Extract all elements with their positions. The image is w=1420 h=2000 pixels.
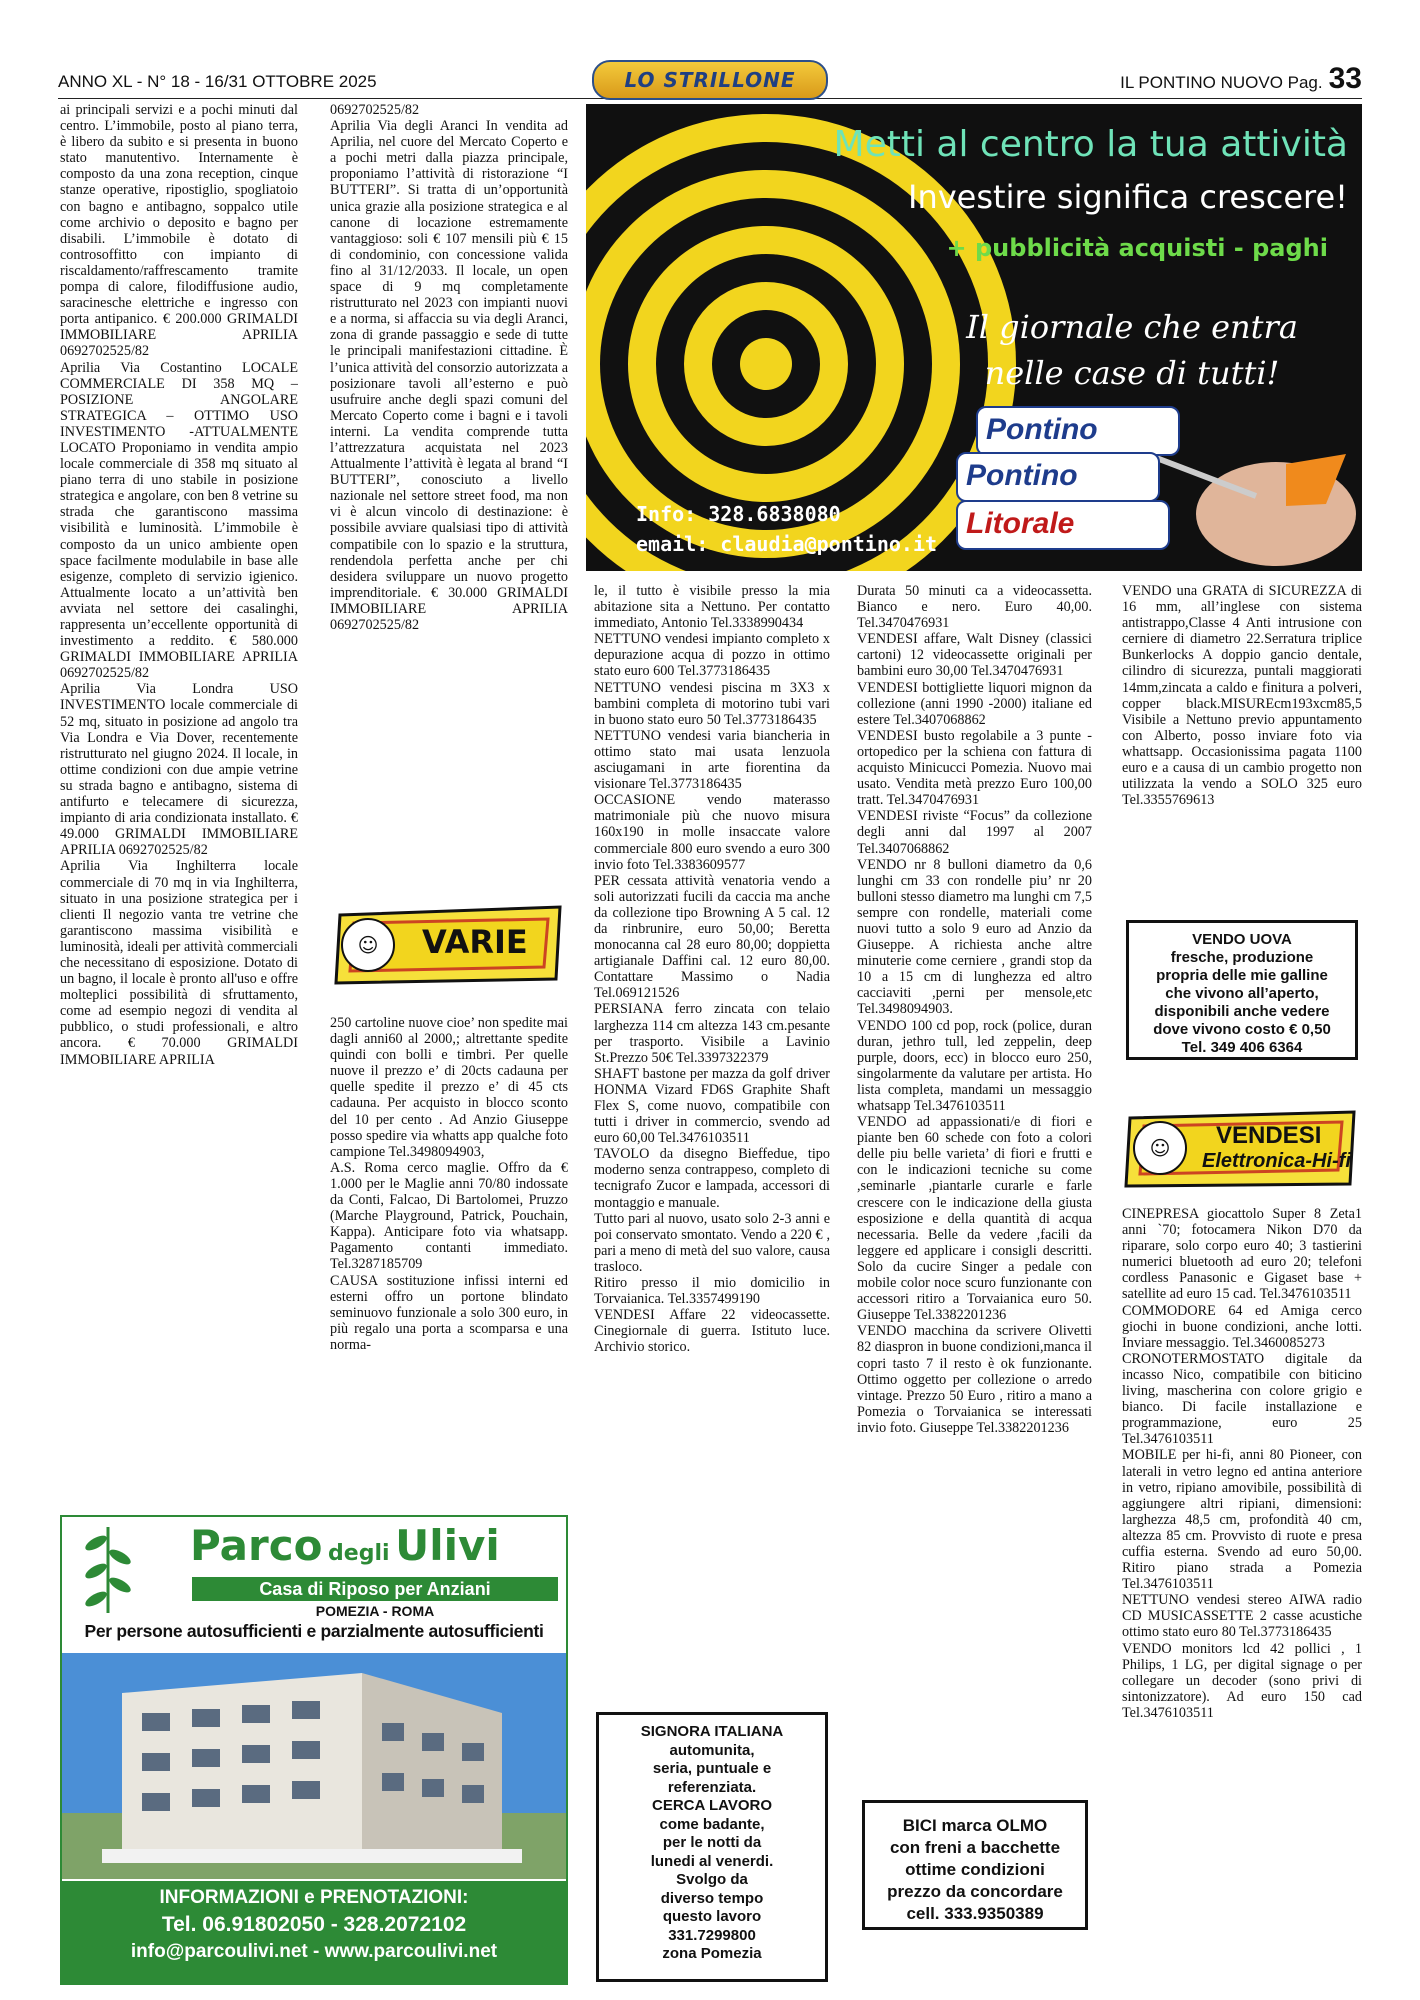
listing: CRONOTERMOSTATO digitale da incasso Nico, compatibile con biticino living, mascherina con colore grigio e bianco. Di facile installazione e programmazione, euro 25 Tel.3476103511 [1122, 1350, 1362, 1448]
signora-ad-box [596, 1712, 828, 1982]
listing: MOBILE per hi-fi, anni 80 Pioneer, con laterali in vetro legno ed antina anteriore in vetro, ripiano amovibile, possibilità di aggiungere altri ripiani, dimensioni: larghezza 48,5 cm, profondità 40 cm, altezza 85 cm. Provvisto di ruote e presa cuffia esterna. Svendo ad euro 50,00. Ritiro piano strada a Pomezia Tel.3476103511 [1122, 1447, 1362, 1593]
box-line: che vivono all’aperto, [1165, 985, 1319, 1002]
ad-contact [636, 499, 937, 559]
page-number: 33 [1328, 62, 1362, 95]
box-line: per le notti da [662, 1834, 762, 1851]
magazine-cover: Pontino [956, 452, 1160, 502]
listing: le, il tutto è visibile presso la mia abitazione sita a Nettuno. Per contatto immediato, Antonio Tel.3338990434 [594, 583, 830, 632]
column-5-elettronica [1122, 1206, 1362, 1991]
parco-ulivi-advertisement [60, 1515, 568, 1985]
logo-text: LO STRILLONE [624, 68, 796, 92]
parco-phone: Tel. 06.91802050 - 328.2072102 [161, 1913, 467, 1936]
box-line: seria, puntuale e [652, 1760, 772, 1777]
listing: SHAFT bastone per mazza da golf driver HONMA Vizard FD6S Graphite Shaft Flex S, come nuovo, compatibile con tutti i driver in commercio, svendo ad euro 60,00 Tel.3476103511 [594, 1065, 830, 1147]
box-line: Tel. 349 406 6364 [1181, 1039, 1303, 1056]
box-line: prezzo da concordare [887, 1882, 1063, 1901]
bici-ad-box [862, 1800, 1088, 1930]
vendesi-section-header [1124, 1110, 1360, 1188]
parco-subtitle: Casa di Riposo per Anziani [192, 1577, 558, 1601]
building-photo [62, 1653, 566, 1879]
strillone-logo [592, 60, 828, 100]
listing: CINEPRESA giocattolo Super 8 Zeta1 anni `70; fotocamera Nikon D70 da riparare, solo corpo euro 40; 3 tastierini numerici bluetooth ad euro 20; telefoni cordless Panasonic e Gigaset base + satellite ad euro 15 cad. Tel.3476103511 [1122, 1206, 1362, 1303]
column-1 [60, 102, 298, 1497]
listing: OCCASIONE vendo materasso matrimoniale più che nuovo misura 160x190 in molle insaccate valore commerciale 800 euro svendo a euro 300 invio foto Tel.3383609577 [594, 792, 830, 873]
listing: NETTUNO vendesi varia biancheria in ottimo stato mai usata lenzuola asciugamani in arte fiorentina da visionare Tel.3773186435 [594, 727, 830, 793]
box-line: referenziata. [667, 1778, 757, 1796]
listing: PER cessata attività venatoria vendo a soli autorizzati fucili da caccia ma anche da collezione tipo Browning A 5 cal. 12 da rinbrunire, euro 50,00; Beretta monocanna cal 28 euro 80,00; doppietta artigianale Daffini cal. 12 euro 80,00. Contattare Massimo o Nadia Tel.069121526 [594, 872, 830, 1002]
box-line: dove vivono costo € 0,50 [1153, 1021, 1331, 1038]
box-line: cell. 333.9350389 [906, 1904, 1044, 1923]
box-line: VENDO UOVA [1192, 931, 1292, 948]
box-line: come badante, [659, 1815, 765, 1833]
listing: Aprilia Via Inghilterra locale commerciale di 70 mq in via Inghilterra, situato in una posizione strategica per i clienti Il negozio vanta tre vetrine che garantiscono massima visibilità e luminosità, ideali per attività commerciali che necessitano di esposizione. Dotato di un bagno, il locale è pronto all'uso e offre molteplici possibilità di sfruttamento, come ad esempio negozi di vendita al pubblico, o studi professionali, e altro ancora. € 70.000 GRIMALDI IMMOBILIARE APRILIA [60, 858, 298, 1068]
svg-text:☺: ☺ [1149, 1136, 1171, 1160]
listing: VENDO nr 8 bulloni diametro da 0,6 lunghi cm 33 con rondelle piu’ nr 20 bulloni stesso diametro ma lunghi cm 7,5 sempre con rondelle, materiali come nuovi tutto a solo 9 euro ad Anzio da Giuseppe. A richiesta anche altre minuterie come cerniere , grandi stop da 10 a 15 cm di lunghezza ed altro cacciaviti ,perni per mensole,etc Tel.3498094903. [857, 856, 1092, 1018]
box-line: ottime condizioni [905, 1860, 1045, 1879]
ad-headline: Metti al centro la tua attività [833, 124, 1348, 165]
listing: COMMODORE 64 ed Amiga cerco giochi in buone condizioni, anche lotti. Inviare messaggio. Tel.3460085273 [1122, 1302, 1362, 1351]
listing: Aprilia Via Costantino LOCALE COMMERCIALE DI 358 MQ – POSIZIONE ANGOLARE STRATEGICA – OTTIMO USO INVESTIMENTO -ATTUALMENTE LOCATO Proponiamo in vendita ampio locale commerciale di 358 mq situato al piano terra di uno stabile in posizione strategica e angolare, con ben 8 vetrine su strada che garantiscono massima visibilità e luminosità. L’immobile è composto da un unico ambiente open space facilmente modulabile in base alle esigenze, completo di servizio igienico. Attualmente locato a un’attività ben avviata nel settore dei casalinghi, rappresenta un’eccellente opportunità di investimento a reddito. € 580.000 GRIMALDI IMMOBILIARE APRILIA 0692702525/82 [60, 359, 298, 682]
listing: 0692702525/82 [330, 102, 420, 118]
column-2-varie [330, 1015, 568, 1495]
parco-tagline: Per persone autosufficienti e parzialmente autosufficienti [84, 1621, 544, 1641]
box-line: questo lavoro [662, 1908, 762, 1925]
box-line: automunita, [669, 1741, 755, 1759]
listing: NETTUNO vendesi stereo AIWA radio CD MUSICASSETTE 2 casse acustiche ottimo stato euro 80 Tel.3773186435 [1122, 1592, 1362, 1641]
listing: Aprilia Via Londra USO INVESTIMENTO locale commerciale di 52 mq, situato in posizione ad angolo tra Via Londra e Via Dover, recentemente ristrutturato nel giugno 2024. Il locale, in ottime condizioni con due ampie vetrine su strada bagno e antibagno, sistema di antifurto e telecamere di sicurezza, impianto di aria condizionata installato. € 49.000 GRIMALDI IMMOBILIARE APRILIA 0692702525/82 [60, 681, 298, 859]
vendesi-label: VENDESI [1216, 1122, 1322, 1149]
parco-title-3: Ulivi [395, 1521, 500, 1570]
box-line: disponibili anche vedere [1154, 1003, 1330, 1020]
box-line: propria delle mie galline [1156, 967, 1328, 984]
ad-slogan: Il giornale che entra nelle case di tutti! [966, 308, 1298, 392]
elettronica-label: Elettronica-Hi-fi [1202, 1150, 1351, 1172]
listing: CAUSA sostituzione infissi interni ed esterni offro un portone blindato seminuovo funzionale a solo 300 euro, in più regalo una porta a scomparsa e una norma- [330, 1272, 568, 1353]
magazine-covers [956, 406, 1176, 546]
olive-branch-icon [68, 1523, 148, 1615]
parco-web: info@parcoulivi.net - www.parcoulivi.net [130, 1941, 498, 1962]
listing: Aprilia Via degli Aranci In vendita ad Aprilia, nel cuore del Mercato Coperto e a pochi metri dalla piazza principale, proponiamo l’attività di ristorazione “I BUTTERI”. Si tratta di un’opportunità unica grazie alla posizione strategica e al canone di locazione estremamente vantaggioso: soli € 107 mensili più € 15 di condominio, con concessione valida fino al 31/12/2033. Il locale, un open space di 9 mq completamente ristrutturato nel 2023 con impianti nuovi e a norma, si affaccia su via degli Aranci, zona di grande passaggio e sede di tutte le principali manifestazioni cittadine. È l’unica attività del consorzio autorizzata a posizionare tavoli all’esterno e può usufruire anche degli spazi comuni del Mercato Coperto come i bagni e i tavoli interni. La vendita comprende tutta l’attrezzatura acquistata nel 2023 Attualmente l’attività è legata al brand “I BUTTERI”, conosciuto a livello nazionale nel settore street food, ma non vi è alcun vincolo di destinazione: è possibile avviare qualsiasi tipo di attività compatibile con lo spazio e la struttura, rendendola perfetta anche per chi desidera sviluppare un nuovo progetto imprenditoriale. € 30.000 GRIMALDI IMMOBILIARE APRILIA 0692702525/82 [330, 118, 568, 633]
ad-subheadline: Investire significa crescere! [908, 178, 1348, 216]
column-4 [857, 583, 1092, 1988]
pontino-advertisement [586, 104, 1362, 571]
varie-section-header [334, 905, 566, 985]
svg-text:☺: ☺ [357, 933, 379, 957]
parco-title [190, 1521, 500, 1570]
column-2 [330, 102, 568, 872]
box-line: fresche, produzione [1170, 949, 1314, 966]
ad-phone: Info: 328.6838080 [636, 502, 841, 526]
box-line: lunedi al venerdi. [650, 1852, 774, 1870]
listing: VENDESI bottigliette liquori mignon da collezione (anni 1990 -2000) italiane ed estere Tel.3407068862 [857, 679, 1092, 728]
listing: ai principali servizi e a pochi minuti dal centro. L’immobile, posto al piano terra, è libero da subito e si presenta in buono stato manutentivo. Internamente è composto da una zona reception, cinque stanze operative, ripostiglio, spogliatoio con bagno e antibagno, soppalco utile come archivio o deposito e bagno per disabili. L’immobile è dotato di controsoffitto con impianto di riscaldamento/raffrescamento tramite pompa di calore, filodiffusione audio, saracinesche elettriche e ingresso con porta antipanico. € 200.000 GRIMALDI IMMOBILIARE APRILIA 0692702525/82 [60, 102, 298, 360]
listing: TAVOLO da disegno Bieffedue, tipo moderno senza contrappeso, completo di tecnigrafo Zucor e lampada, accessori di montaggio e manuale. [594, 1146, 830, 1211]
listing: PERSIANA ferro zincata con telaio larghezza 114 cm altezza 143 cm.pesante per trasporto. Visibile a Lavinio St.Prezzo 50€ Tel.3397322379 [594, 1001, 830, 1066]
newspaper-title: IL PONTINO NUOVO Pag. [1120, 73, 1323, 92]
listing: VENDO monitors lcd 42 pollici , 1 Philips, 1 LG, per digital signage o per collegare un decoder (sono privi di sintonizzatore). Ad euro 150 cad Tel.3476103511 [1122, 1640, 1362, 1721]
listing: VENDO una GRATA di SICUREZZA di 16 mm, all’inglese con sistema antistrappo,Classe 4 Anti intrusione con cerniere di diametro 22.Serratura triplice Bunkerlocks A doppio gancio dentale, cilindro di sicurezza, puntali maggiorati 14mm,zincata a caldo e finitura a polveri, copper black.MISUREcm193xcm85,5 Visibile a Nettuno previo appuntamento con Alberto, posso inviare foto via whattsapp. Occasionissima pagata 1100 euro e a causa di un cambio progetto non utilizzata la vendo a SOLO 325 euro Tel.3355769613 [1122, 583, 1362, 809]
listing: Tutto pari al nuovo, usato solo 2-3 anni e poi conservato smontato. Vendo a 220 € , pari a meno di metà del suo valore, causa trasloco. [594, 1210, 830, 1275]
ad-tagline: + pubblicità acquisti - paghi [946, 234, 1328, 262]
listing: VENDESI Affare 22 videocassette. Cinegiornale di guerra. Istituto luce. Archivio storico. [594, 1307, 830, 1356]
dart-hand-icon [1146, 454, 1356, 566]
issue-info: ANNO XL - N° 18 - 16/31 OTTOBRE 2025 [58, 72, 377, 91]
listing: NETTUNO vendesi piscina m 3X3 x bambini completa di motorino tubi vari in buono stato euro 50 Tel.3773186435 [594, 679, 830, 728]
listing: VENDESI affare, Walt Disney (classici cartoni) 12 videocassette originali per bambini euro 30,00 Tel.3470476931 [857, 631, 1092, 680]
box-line: con freni a bacchette [889, 1838, 1061, 1857]
listing: VENDO 100 cd pop, rock (police, duran duran, jethro tull, led zeppelin, deep purple, doors, ecc) in blocco euro 250, singolarmente da valutare per artista. Ho lista completa, mandami un messaggio whatsapp Tel.3476103511 [857, 1017, 1092, 1114]
box-line: diverso tempo [660, 1889, 764, 1907]
magazine-cover: Litorale [956, 500, 1170, 550]
newspaper-name [1120, 62, 1362, 96]
parco-contact [62, 1881, 566, 1983]
box-line: zona Pomezia [662, 1945, 762, 1962]
parco-title-1: Parco [190, 1521, 323, 1570]
column-5 [1122, 583, 1362, 901]
listing: VENDESI busto regolabile a 3 punte - ortopedico per la schiena con fattura di acquisto Minicucci Pomezia. Nuovo mai usato. Vendita metà prezzo Euro 100,00 tratt. Tel.3470476931 [857, 727, 1092, 809]
box-line: BICI marca OLMO [902, 1816, 1048, 1835]
listing: Durata 50 minuti ca a videocassetta. Bianco e nero. Euro 40,00. Tel.3470476931 [857, 583, 1092, 632]
listing: Ritiro presso il mio domicilio in Torvaianica. Tel.3357499190 [594, 1275, 830, 1308]
listing: A.S. Roma cerco maglie. Offro da € 1.000 per le Maglie anni 70/80 indossate da Conti, Falcao, Di Bartolomei, Pruzzo (Marche Playground, Patrick, Pouchain, Kappa). Anticipare foto via whatsapp. Pagamento contanti immediato. Tel.3287185709 [330, 1159, 568, 1273]
parco-info-label: INFORMAZIONI e PRENOTAZIONI: [159, 1887, 469, 1908]
parco-title-2: degli [328, 1541, 390, 1566]
ad-email: email: claudia@pontino.it [636, 532, 938, 556]
listing: VENDO macchina da scrivere Olivetti 82 diaspron in buone condizioni,manca il copri tasto 7 il resto è ok funzionante. Ottimo oggetto per collezione o arredo vintage. Prezzo 50 Euro , ritiro a mano a Pomezia o Torvaianica se interessati invio foto. Giuseppe Tel.3382201236 [857, 1323, 1092, 1436]
box-line: SIGNORA ITALIANA [640, 1723, 784, 1740]
box-line: CERCA LAVORO [652, 1797, 772, 1814]
listing: NETTUNO vendesi impianto completo x depurazione acqua di pozzo in ottimo stato euro 600 Tel.3773186435 [594, 631, 830, 680]
box-line: 331.7299800 [668, 1926, 756, 1944]
magazine-cover: Pontino [976, 406, 1180, 456]
uova-ad-box [1126, 920, 1358, 1060]
listing: 250 cartoline nuove cioe’ non spedite mai dagli anni60 al 2000,; altrettante spedite quindi con bolli e timbri. Per quelle nuove il prezzo e’ di 20cts cadauna per quelle spedite il prezzo e’ di 45 cts cadauna. Per acquisto in blocco sconto del 10 per cento . Ad Anzio Giuseppe posso spedire via whatts app qualche foto campione Tel.3498094903, [330, 1015, 568, 1160]
parco-place: POMEZIA - ROMA [315, 1603, 435, 1619]
listing: VENDO ad appassionati/e di fiori e piante ben 60 schede con foto a colori delle piu belle varieta’ di fiori e frutti e con le indicazioni tecniche su come ,seminarle ,piantarle curarle e farle crescere con le indicazione della giusta esposizione e della quantità di acqua necessaria. Belle da vedere ,facili da leggere ed applicare i consigli descritti. Solo da cucire Singer a pedale con mobile color noce scuro funzionante con accessori ritiro a Torvaianica euro 50. Giuseppe Tel.3382201236 [857, 1114, 1092, 1324]
column-3 [594, 583, 830, 1668]
varie-label: VARIE [422, 923, 528, 961]
box-line: Svolgo da [676, 1871, 748, 1888]
listing: VENDESI riviste “Focus” da collezione degli anni dal 1997 al 2007 Tel.3407068862 [857, 808, 1092, 857]
